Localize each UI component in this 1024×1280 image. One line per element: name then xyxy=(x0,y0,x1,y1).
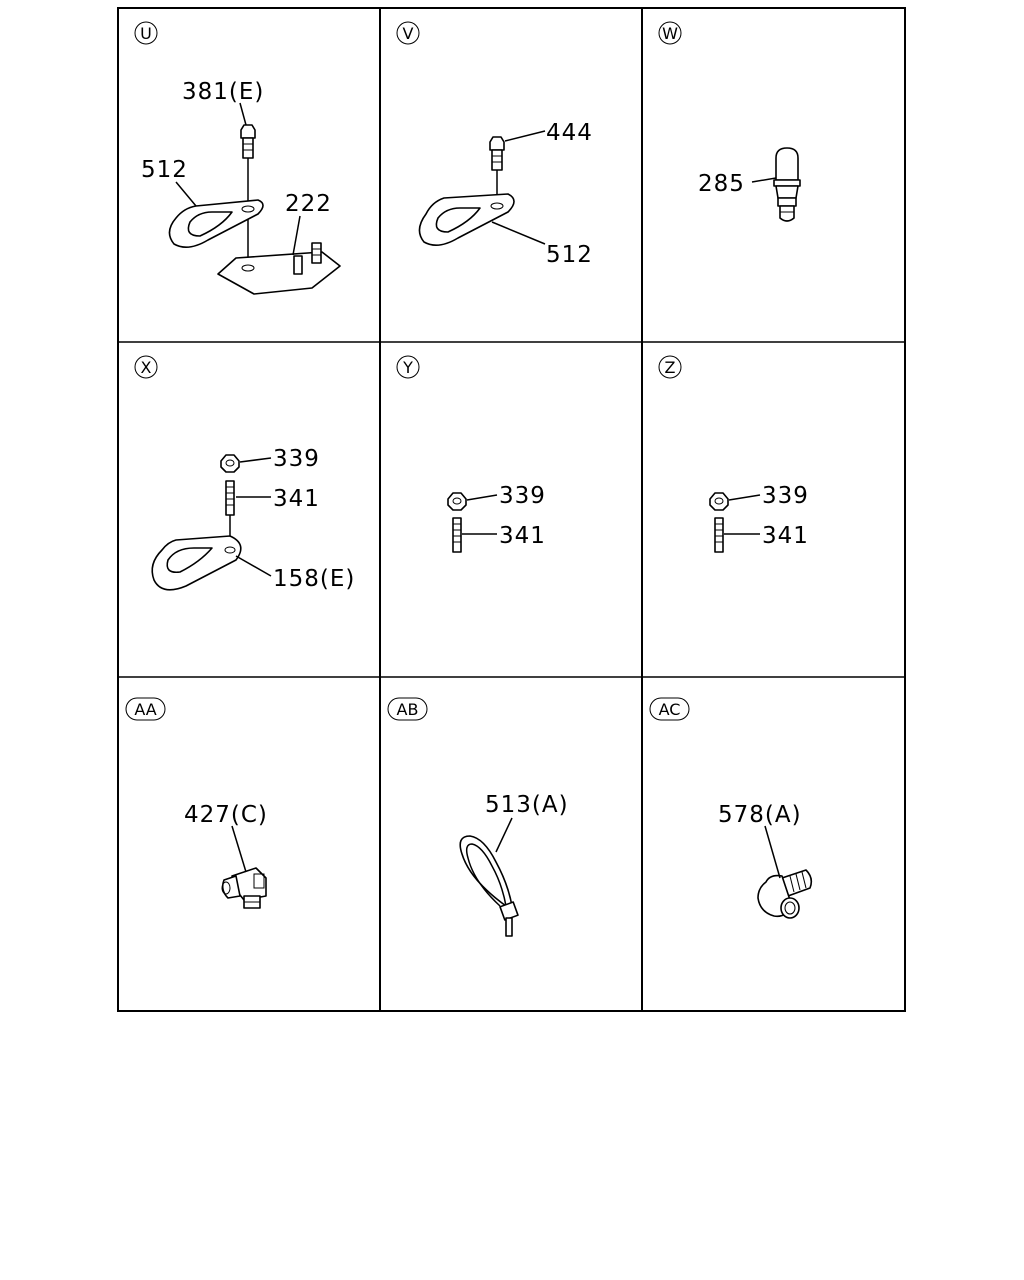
callout-341: 341 xyxy=(762,523,809,549)
fitting-icon xyxy=(774,148,800,221)
callout-427c: 427(C) xyxy=(184,802,268,828)
svg-text:Z: Z xyxy=(664,358,676,377)
panel-u xyxy=(135,22,340,294)
stud-icon xyxy=(715,518,723,552)
callout-341: 341 xyxy=(499,523,546,549)
panel-ab xyxy=(388,698,569,936)
callout-339: 339 xyxy=(499,483,546,509)
stud-icon xyxy=(453,518,461,552)
callout-158e: 158(E) xyxy=(273,566,356,592)
svg-text:U: U xyxy=(140,24,152,43)
panel-label-ac xyxy=(650,698,689,720)
nut-icon xyxy=(221,455,239,472)
svg-text:AC: AC xyxy=(658,700,681,719)
cable-tie-icon xyxy=(460,836,518,936)
svg-text:AA: AA xyxy=(134,700,157,719)
panel-label-ab xyxy=(388,698,427,720)
nut-icon xyxy=(448,493,466,510)
clip-icon xyxy=(419,194,514,245)
callout-381e: 381(E) xyxy=(182,79,265,105)
panel-label-w xyxy=(659,22,681,44)
panel-y xyxy=(397,356,546,552)
svg-text:V: V xyxy=(402,24,414,43)
bolt-icon xyxy=(241,125,255,270)
hose-elbow-icon xyxy=(758,870,811,918)
callout-341: 341 xyxy=(273,486,320,512)
callout-512: 512 xyxy=(546,242,593,268)
svg-text:Y: Y xyxy=(403,358,413,377)
panel-aa xyxy=(126,698,268,908)
svg-text:X: X xyxy=(140,358,152,377)
panel-label-z xyxy=(659,356,681,378)
panel-z xyxy=(659,356,809,552)
nut-icon xyxy=(710,493,728,510)
panel-label-x xyxy=(135,356,157,378)
callout-339: 339 xyxy=(762,483,809,509)
clip-icon xyxy=(169,200,263,247)
callout-285: 285 xyxy=(698,171,745,197)
elbow-fitting-icon xyxy=(222,868,266,908)
panel-label-v xyxy=(397,22,419,44)
callout-444: 444 xyxy=(546,120,593,146)
callout-578a: 578(A) xyxy=(718,802,802,828)
svg-text:W: W xyxy=(662,24,678,43)
callout-513a: 513(A) xyxy=(485,792,569,818)
panel-label-y xyxy=(397,356,419,378)
svg-text:AB: AB xyxy=(396,700,419,719)
panel-ac xyxy=(650,698,811,918)
callout-222: 222 xyxy=(285,191,332,217)
plate-icon xyxy=(218,243,340,294)
callout-339: 339 xyxy=(273,446,320,472)
panel-x xyxy=(135,356,355,592)
callout-512: 512 xyxy=(141,157,188,183)
panel-w xyxy=(659,22,800,221)
panel-label-aa xyxy=(126,698,165,720)
clamp-icon xyxy=(152,536,241,590)
panel-label-u xyxy=(135,22,157,44)
panel-v xyxy=(397,22,593,268)
